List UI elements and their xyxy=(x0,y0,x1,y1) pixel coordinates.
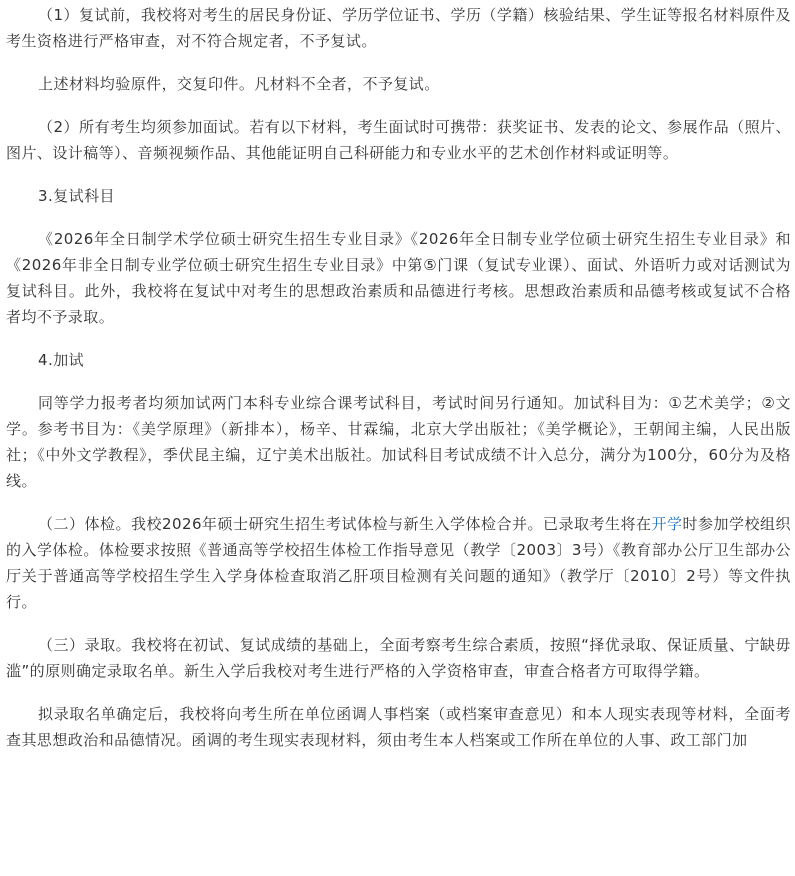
paragraph-interview-materials: （2）所有考生均须参加面试。若有以下材料，考生面试时可携带：获奖证书、发表的论文、参展作品（照片、图片、设计稿等）、音频视频作品、其他能证明自己科研能力和专业水平的艺术创作材料或证明等。 xyxy=(6,118,791,162)
paragraph-recheck-materials: （1）复试前，我校将对考生的居民身份证、学历学位证书、学历（学籍）核验结果、学生证等报名材料原件及考生资格进行严格审查，对不符合规定者，不予复试。 xyxy=(6,6,791,50)
paragraph-admission: （三）录取。我校将在初试、复试成绩的基础上，全面考察考生综合素质，按照“择优录取、保证质量、宁缺毋滥”的原则确定录取名单。新生入学后我校对考生进行严格的入学资格审查，审查合格者方可取得学籍。 xyxy=(6,636,791,680)
physical-exam-text-before: （二）体检。我校2026年硕士研究生招生考试体检与新生入学体检合并。已录取考生将在 xyxy=(38,515,652,533)
paragraph-recheck-subjects: 《2026年全日制学术学位硕士研究生招生专业目录》《2026年全日制专业学位硕士研究生招生专业目录》和《2026年非全日制专业学位硕士研究生招生专业目录》中第⑤门课（复试专业课）、面试、外语听力或对话测试为复试科目。此外，我校将在复试中对考生的思想政治素质和品德进行考核。思想政治素质和品德考核或复试不合格者均不予录取。 xyxy=(6,230,791,326)
heading-extra-exam: 4.加试 xyxy=(38,351,85,369)
physical-exam-text-after: 时参加学校组织的入学体检。体检要求按照《普通高等学校招生体检工作指导意见（教学〔2003〕3号）《教育部办公厅卫生部办公厅关于普通高等学校招生学生入学身体检查取消乙肝项目检测有关问题的通知》（教学厅〔2010〕2号）等文件执行。 xyxy=(6,515,791,611)
heading-recheck-subjects: 3.复试科目 xyxy=(38,187,116,205)
paragraph-physical-exam xyxy=(6,511,791,615)
school-start-link[interactable]: 开学 xyxy=(651,515,683,533)
paragraph-extra-exam: 同等学力报考者均须加试两门本科专业综合课考试科目，考试时间另行通知。加试科目为：①艺术美学；②文学。参考书目为：《美学原理》（新排本），杨辛、甘霖编，北京大学出版社；《美学概论》，王朝闻主编，人民出版社；《中外文学教程》，季伏昆主编，辽宁美术出版社。加试科目考试成绩不计入总分，满分为100分，60分为及格线。 xyxy=(6,394,791,490)
paragraph-originals-note: 上述材料均验原件，交复印件。凡材料不全者，不予复试。 xyxy=(38,75,440,93)
paragraph-file-review: 拟录取名单确定后，我校将向考生所在单位函调人事档案（或档案审查意见）和本人现实表现等材料，全面考查其思想政治和品德情况。函调的考生现实表现材料，须由考生本人档案或工作所在单位的人事、政工部门加 xyxy=(6,705,791,749)
